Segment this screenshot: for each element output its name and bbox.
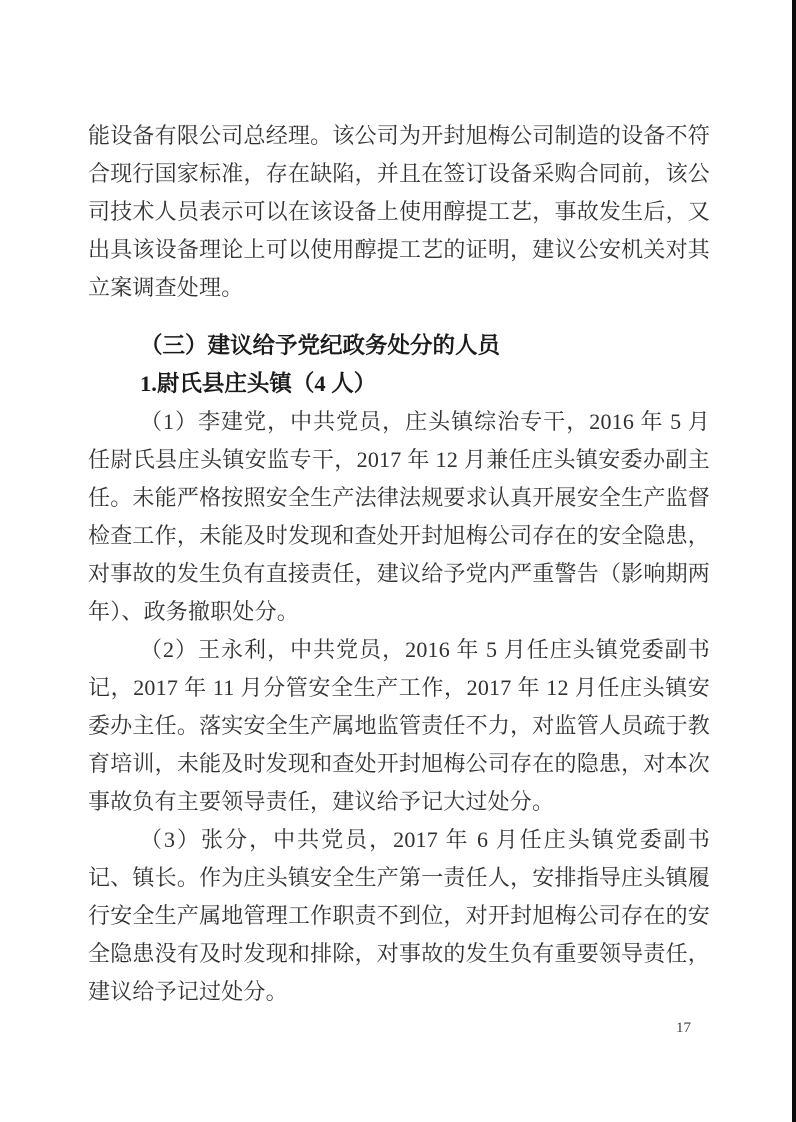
page-number: 17 [676,1020,691,1036]
paragraph-continuation: 能设备有限公司总经理。该公司为开封旭梅公司制造的设备不符合现行国家标准，存在缺陷，并且在签订设备采购合同前，该公司技术人员表示可以在该设备上使用醇提工艺，事故发生后，又出具该设备理论上可以使用醇提工艺的证明，建议公安机关对其立案调查处理。 [88,123,710,300]
section-heading-disciplinary-recommendation: （三）建议给予党纪政务处分的人员 [140,333,501,358]
scan-edge-artifact [792,0,796,1122]
page-text-block [88,117,710,1011]
paragraph-item-2-wang-yongli: （2）王永利，中共党员，2016 年 5 月任庄头镇党委副书记，2017 年 11 月分管安全生产工作，2017 年 12 月任庄头镇安委办主任。落实安全生产属地监管责任不力，对监管人员疏于教育培训，未能及时发现和查处开封旭梅公司存在的隐患，对本次事故负有主要领导责任，建议给予记大过处分。 [88,637,710,814]
subsection-heading-zhuangtou-town: 1.尉氏县庄头镇（4 人） [140,371,377,396]
paragraph-item-1-li-jiandang: （1）李建党，中共党员，庄头镇综治专干，2016 年 5 月任尉氏县庄头镇安监专干，2017 年 12 月兼任庄头镇安委办副主任。未能严格按照安全生产法律法规要求认真开展安全生产监督检查工作，未能及时发现和查处开封旭梅公司存在的安全隐患，对事故的发生负有直接责任，建议给予党内严重警告（影响期两年）、政务撤职处分。 [88,409,710,624]
paragraph-item-3-zhang-fen: （3）张分，中共党员，2017 年 6 月任庄头镇党委副书记、镇长。作为庄头镇安全生产第一责任人，安排指导庄头镇履行安全生产属地管理工作职责不到位，对开封旭梅公司存在的安全隐患没有及时发现和排除，对事故的发生负有重要领导责任，建议给予记过处分。 [88,827,710,1004]
